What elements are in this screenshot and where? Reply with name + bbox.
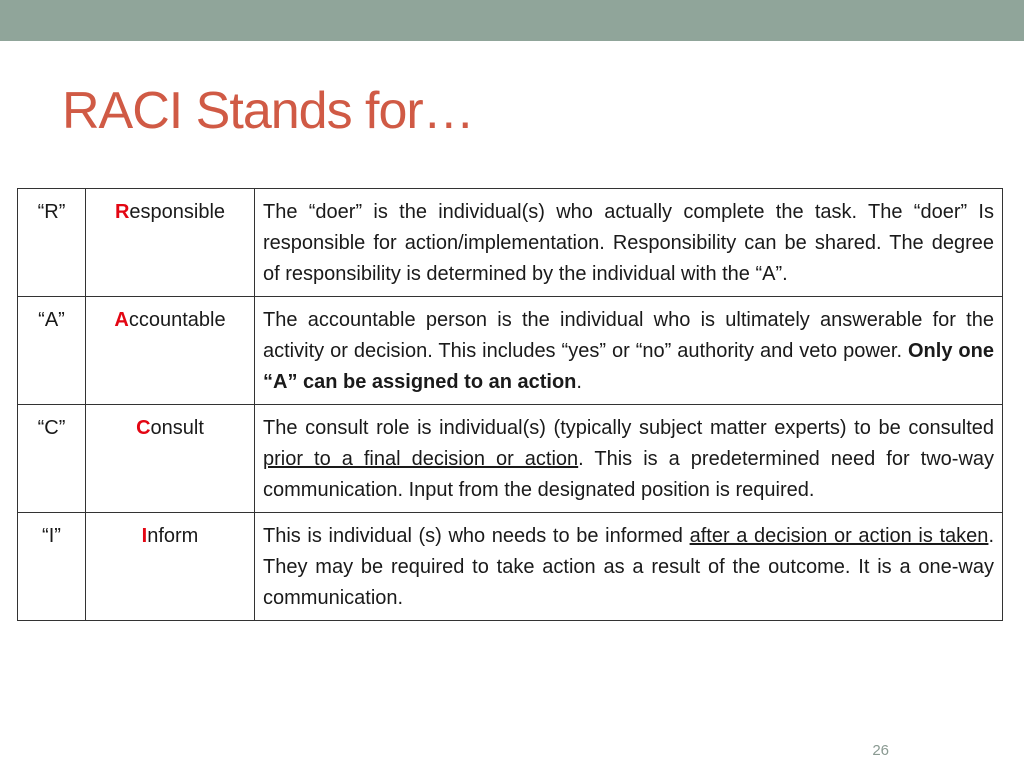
description-text: The accountable person is the individual who is ultimately answerable for the activity or decision. This includes “yes” or “no” authority and veto power. bbox=[263, 309, 994, 362]
description-bold-text: Only one “A” can be assigned to an action bbox=[263, 340, 994, 393]
raci-table bbox=[17, 188, 1003, 621]
role-code: “R” bbox=[18, 189, 86, 297]
description-underlined-text: after a decision or action is taken bbox=[689, 525, 989, 547]
description-text: The consult role is individual(s) (typically subject matter experts) to be consulted bbox=[263, 417, 994, 439]
role-code: “C” bbox=[18, 405, 86, 513]
role-description bbox=[255, 189, 1003, 297]
description-text-end: . This is a predetermined need for two-way communication. Input from the designated position is required. bbox=[263, 448, 995, 501]
role-initial: C bbox=[136, 417, 151, 439]
table-row-consult bbox=[18, 405, 1003, 513]
table-row-accountable bbox=[18, 297, 1003, 405]
table-row-responsible bbox=[18, 189, 1003, 297]
role-initial: I bbox=[141, 525, 148, 547]
description-text-end: . bbox=[576, 371, 582, 393]
role-code: “I” bbox=[18, 513, 86, 621]
description-text: The “doer” is the individual(s) who actually complete the task. The “doer” Is responsible for action/implementation. Responsibility can be shared. The degree of responsibility is determined by the individual with the “A”. bbox=[263, 201, 994, 285]
role-name bbox=[86, 297, 255, 405]
description-underlined-text: prior to a final decision or action bbox=[263, 448, 579, 470]
slide-title: RACI Stands for… bbox=[62, 82, 474, 140]
table-row-inform bbox=[18, 513, 1003, 621]
role-name bbox=[86, 513, 255, 621]
role-description bbox=[255, 297, 1003, 405]
role-initial: A bbox=[114, 309, 129, 331]
role-description bbox=[255, 513, 1003, 621]
role-code: “A” bbox=[18, 297, 86, 405]
role-name bbox=[86, 189, 255, 297]
role-initial: R bbox=[114, 201, 130, 223]
role-name bbox=[86, 405, 255, 513]
description-text-end: . They may be required to take action as a result of the outcome. It is a one-way communication. bbox=[263, 525, 994, 609]
role-name-rest: esponsible bbox=[129, 201, 226, 223]
role-name-rest: nform bbox=[147, 525, 199, 547]
page-number: 26 bbox=[872, 742, 889, 759]
description-text: This is individual (s) who needs to be informed bbox=[263, 525, 690, 547]
role-name-rest: ccountable bbox=[128, 309, 226, 331]
top-accent-bar bbox=[0, 0, 1024, 41]
role-description bbox=[255, 405, 1003, 513]
role-name-rest: onsult bbox=[150, 417, 204, 439]
